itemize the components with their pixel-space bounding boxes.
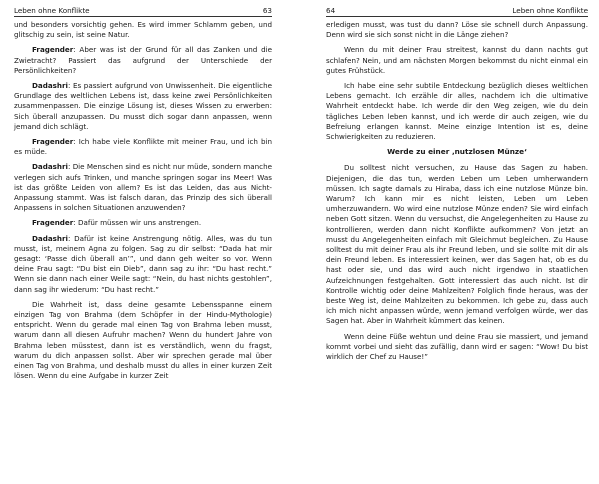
paragraph-text: : Es passiert aufgrund von Unwissenheit. Die eigentliche Grundlage des weltlichen Lebens ist, dass keine zwei Persönlichkeiten zusammenpassen. Die einzige Lösung ist, dieses Wissen zu erwerben: Sich überall anzupassen. Du musst dich sogar dann anpassen, wenn jemand dich schlägt. xyxy=(14,81,272,131)
speaker-name: Dadashri xyxy=(32,81,68,91)
paragraph-text: und besonders vorsichtig gehen. Es wird immer Schlamm geben, und glitschig zu sein, ist seine Natur. xyxy=(14,20,272,40)
paragraph xyxy=(14,234,272,295)
paragraph xyxy=(326,81,588,142)
paragraph-text: : Dafür ist keine Anstrengung nötig. Alles, was du tun musst, ist, meinem Agna zu folgen. Sag zu dir selbst: “Dada hat mir gesagt: ‘Passe dich überall an’”, und dann geh weiter so vor. Wenn deine Frau sagt: “Du bist ein Dieb”, dann sag zu ihr: “Du hast recht.” Wenn sie dann nach einer Weile sagt: “Nein, du hast nichts gestohlen”, dann sag ihr wiederum: “Du hast recht.” xyxy=(14,233,272,294)
right-page-header xyxy=(326,6,588,17)
paragraph-text: erledigen musst, was tust du dann? Löse sie schnell durch Anpassung. Denn wird sie sich sonst nicht in die Länge ziehen? xyxy=(326,20,588,40)
paragraph xyxy=(326,20,588,40)
paragraph-text: Wenn du mit deiner Frau streitest, kannst du dann nachts gut schlafen? Nein, und am nächsten Morgen bekommst du nicht einmal ein gutes Frühstück. xyxy=(326,45,588,75)
paragraph xyxy=(14,81,272,132)
right-page-number: 64 xyxy=(326,6,336,15)
speaker-name: Fragender xyxy=(32,137,74,147)
paragraph xyxy=(14,218,272,228)
paragraph xyxy=(14,300,272,382)
left-page-number: 63 xyxy=(262,6,272,15)
paragraph xyxy=(326,163,588,326)
right-paragraphs-after xyxy=(326,163,588,362)
paragraph-text: : Dafür müssen wir uns anstrengen. xyxy=(73,218,202,228)
speaker-name: Dadashri xyxy=(32,162,68,172)
right-header-title: Leben ohne Konflikte xyxy=(512,6,588,15)
left-header-title: Leben ohne Konflikte xyxy=(14,6,90,15)
section-title: Werde zu einer ‚nutzlosen Münze‘ xyxy=(387,147,527,157)
right-paragraphs-before xyxy=(326,20,588,142)
paragraph xyxy=(14,162,272,213)
right-page xyxy=(326,0,588,484)
paragraph-text: Die Wahrheit ist, dass deine gesamte Lebensspanne einem einzigen Tag von Brahma (dem Schöpfer in der Hindu-Mythologie) entspricht. Wenn du gerade mal einen Tag von Brahma leben musst, warum dann all diesen Aufruhr machen? Wenn du hundert Jahre von Brahma leben müsstest, dann ist es verständlich, wenn du fragst, warum du dich anpassen sollst. Aber wir sprechen gerade mal über einen Tag von Brahma, und deshalb musst du alles in einer kurzen Zeit lösen. Wenn du eine Aufgabe in kurzer Zeit xyxy=(14,299,272,381)
speaker-name: Dadashri xyxy=(32,233,68,243)
paragraph-text: : Die Menschen sind es nicht nur müde, sondern manche verlegen sich aufs Trinken, und manche springen sogar ins Meer! Was ist das größte Leiden von allem? Es ist das Leiden, das aus Nicht-Anpassung stammt. Was ist falsch daran, das Prinzip des sich überall Anpassens in solchen Situationen anzuwenden? xyxy=(14,162,272,213)
paragraph xyxy=(14,137,272,157)
speaker-name: Fragender xyxy=(32,45,74,55)
left-page xyxy=(14,0,272,484)
paragraph-text: Wenn deine Füße wehtun und deine Frau sie massiert, und jemand kommt vorbei und sieht das zufällig, dann wird er sagen: “Wow! Du bist wirklich der Chef zu Hause!” xyxy=(326,331,588,362)
paragraph xyxy=(326,45,588,76)
paragraph xyxy=(326,332,588,363)
paragraph-text: : Ich habe viele Konflikte mit meiner Frau, und ich bin es müde. xyxy=(14,137,272,157)
speaker-name: Fragender xyxy=(32,218,74,228)
left-page-body xyxy=(14,20,272,382)
paragraph xyxy=(14,45,272,76)
left-page-header xyxy=(14,6,272,17)
paragraph-text: Du solltest nicht versuchen, zu Hause das Sagen zu haben. Diejenigen, die das tun, werden Leben um Leben umherwandern müssen. Ich sagte damals zu Hiraba, dass ich eine nutzlose Münze bin. Warum? Ich kann mir es nicht leisten, Leben um Leben umherzuwandern. Wo wird eine nutzlose Münze enden? Sie wird einfach neben Gott sitzen. Wenn du versuchst, die Angelegenheiten zu Hause zu kontrollieren, werden dann nicht Konflikte aufkommen? Von jetzt an musst du Angelegenheiten einfach mit Gleichmut begleichen. Zu Hause solltest du mit deiner Frau als ihr Freund leben, und sie sollte mit dir als dein Freund leben. Es interessiert keinen, wer das Sagen hat, ob es du hast oder sie, und das wird auch nicht irgendwo in staatlichen Aufzeichnungen festgehalten. Gott interessiert das auch nicht. Ist dir Kontrolle wichtig oder deine Mahlzeiten? Folglich finde heraus, was der beste Weg ist, deine Mahlzeiten zu bekommen. Ich gebe zu, dass auch ich mich nicht anpassen würde, wenn jemand verfolgen würde, wer das Sagen hat. Aber in Wahrheit kümmert das keinen. xyxy=(326,163,588,326)
paragraph-text: : Aber was ist der Grund für all das Zanken und die Zwietracht? Passiert das aufgrund der Unterschiede der Persönlichkeiten? xyxy=(14,45,272,75)
right-page-body xyxy=(326,20,588,362)
paragraph-text: Ich habe eine sehr subtile Entdeckung bezüglich dieses weltlichen Lebens gemacht. Ich erzähle dir alles, nachdem ich die ultimative Wahrheit entdeckt habe. Ich werde dir den Weg zeigen, wie du dein tägliches Leben leben kannst, und ich werde dir auch zeigen, wie du Befreiung erlangen kannst. Meine einzige Intention ist es, deine Schwierigkeiten zu reduzieren. xyxy=(326,81,588,142)
paragraph xyxy=(14,20,272,40)
